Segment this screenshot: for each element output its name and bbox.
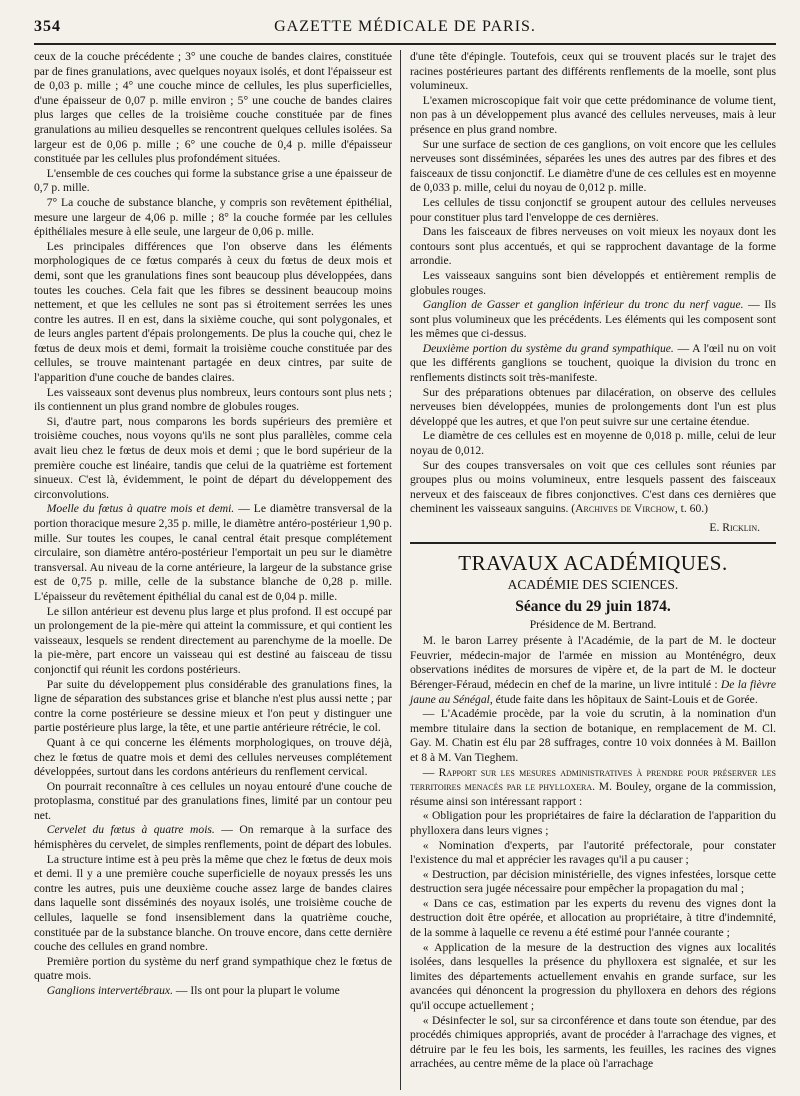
column-divider xyxy=(400,50,401,1090)
paragraph xyxy=(410,766,776,810)
subheading: Ganglion de Gasser et ganglion inférieur du tronc du nerf vague. xyxy=(422,298,744,312)
book-title: De la fièvre jaune au Sénégal xyxy=(410,677,776,706)
paragraph xyxy=(34,502,392,604)
paragraph xyxy=(410,634,776,707)
paragraph-text: M. le baron Larrey présente à l'Académie, de la part de M. le docteur Feuvrier, médecin-major de l'armée en mission au Monténégro, deux observations inédites de morsures de vipère et, de la part de M. le docteur Bérenger-Féraud, médecin en chef de la marine, un livre intitulé : xyxy=(410,634,776,691)
right-column xyxy=(410,50,776,1072)
paragraph: Première portion du système du nerf grand sympathique chez le fœtus de quatre mois. xyxy=(34,954,392,983)
paragraph: Dans les faisceaux de fibres nerveuses on voit mieux les noyaux dont les contours sont plus accentués, et qui se rapprochent davantage de la forme arrondie. xyxy=(410,225,776,268)
seance-heading: Séance du 29 juin 1874. xyxy=(515,597,671,615)
list-item: « Destruction, par décision ministérielle, des vignes infestées, lorsque cette destruction sera jugée nécessaire pour empêcher la propagation du mal ; xyxy=(410,867,776,896)
list-item: « Nomination d'experts, par l'autorité préfectorale, pour constater l'existence du mal et apprécier les ravages qu'il a pu causer ; xyxy=(410,838,776,867)
paragraph xyxy=(410,459,776,517)
list-item: « Dans ce cas, estimation par les experts du revenu des vignes dont la destruction doit être opérée, et allocation au propriétaire, à titre d'indemnité, de la somme à laquelle ce revenu a été estimé pour l'année courante ; xyxy=(410,896,776,940)
section-rule xyxy=(410,542,776,544)
paragraph: Les principales différences que l'on observe dans les éléments morphologiques de ce fœtus comparés à ceux du fœtus de deux mois et demi, sont que les granulations fines sont beaucoup plus développées, dans toutes les couches. Cela fait que les fibres se dessinent beaucoup moins nettement, et que les cellules ne sont pas si étroitement serrées les unes contre les autres. Il en est, dans la sixième couche, qui sont polygonales, et de leurs angles partent d'épais prolongements. De plus la couche qui, chez le fœtus de deux mois et demi, formait la troisième couche constituée par des cellules, se trouve maintenant partagée en deux cintres, par suite de l'apparition d'une couche de bandes claires. xyxy=(34,239,392,385)
paragraph: Les vaisseaux sanguins sont bien développés et entièrement remplis de globules rouges. xyxy=(410,268,776,297)
subheading: Deuxième portion du système du grand sympathique. xyxy=(422,341,674,355)
paragraph xyxy=(410,298,776,342)
paragraph: Sur une surface de section de ces ganglions, on voit encore que les cellules nerveuses sont disséminées, séparées les unes des autres par des fibres et des faisceaux de tissu conjonctif. Le diamètre d'une de ces cellules est en moyenne de 0,033 p. mille, celui du noyau de 0,012 p. mille. xyxy=(410,137,776,195)
paragraph xyxy=(410,342,776,386)
paragraph-text: — Le diamètre transversal de la portion thoracique mesure 2,35 p. mille, le diamètre antéro-postérieur 1,90 p. mille. Sur toutes les coupes, le canal central était presque complétement circulaire, son diamètre antéro-postérieur l'emportait un peu sur le diamètre transversal. Au niveau de la corne antérieure, la largeur de la substance grise est de 0,75 p. mille, celle de la substance blanche de 0,28 p. mille. L'épaisseur du revêtement épithélial du canal est de 0,04 p. mille. xyxy=(34,502,392,603)
header-rule xyxy=(34,43,776,45)
paragraph: 7° La couche de substance blanche, y compris son revêtement épithélial, mesure une largeur de 4,06 p. mille ; 8° la couche formée par les cellules épithéliales mesure à elle seule, une largeur de 0,06 p. mille. xyxy=(34,195,392,239)
academy-heading: ACADÉMIE DES SCIENCES. xyxy=(507,576,679,592)
paragraph: Le diamètre de ces cellules est en moyenne de 0,018 p. mille, celui de leur noyau de 0,012. xyxy=(410,429,776,458)
paragraph: Quant à ce qui concerne les éléments morphologiques, on trouve déjà, chez le fœtus de quatre mois et demi des cellules nerveuses complétement développées, surtout dans les cordons antérieurs du renflement cervical. xyxy=(34,735,392,779)
paragraph-text: — A l'œil nu on voit que les différents ganglions se touchent, quoique la division du tronc en renflements distincts soit très-manifeste. xyxy=(410,341,776,385)
paragraph-text: — Ils ont pour la plupart le volume xyxy=(172,984,340,997)
paragraph: L'ensemble de ces couches qui forme la substance grise a une épaisseur de 0,7 p. mille. xyxy=(34,166,393,195)
subheading: Ganglions intervertébraux. xyxy=(46,984,173,997)
paragraph: — L'Académie procède, par la voie du scrutin, à la nomination d'un membre titulaire dans la section de botanique, en remplacement de M. Cl. Gay. M. Chatin est élu par 28 suffrages, contre 10 voix données à M. Baillon et 8 à M. Van Tieghem. xyxy=(410,707,776,764)
list-item: « Application de la mesure de la destruction des vignes aux localités isolées, dans lesquelles la présence du phylloxera est signalée, et sur les limites des départements actuellement envahis en grande surface, sur les avancées qui dénoncent la progression du phylloxera en dehors des régions qu'il occupe actuellement ; xyxy=(410,940,776,1013)
subheading: Moelle du fœtus à quatre mois et demi. xyxy=(46,502,235,516)
report-heading: — Rapport sur les mesures administratives à prendre pour préserver les territoires menacés par le phylloxera. xyxy=(410,765,776,794)
paragraph xyxy=(34,823,392,852)
paragraph: Les cellules de tissu conjonctif se groupent autour des cellules nerveuses pour constituer plus tard l'enveloppe de ces dernières. xyxy=(410,195,776,224)
paragraph: Le sillon antérieur est devenu plus large et plus profond. Il est occupé par un prolongement de la pie-mère qui atteint la commissure, et qui contient les vaisseaux, lesquels se rendent directement au parenchyme de la moelle. De la pie-mère, part encore un vaisseau qui est destiné au faisceau de tissu conjonctif qui réunit les cordons postérieurs. xyxy=(34,604,392,676)
paragraph: Si, d'autre part, nous comparons les bords supérieurs des première et troisième couches, nous voyons qu'ils ne sont plus parallèles, comme cela avait lieu chez le fœtus de deux mois et demi ; que le bord supérieur de la première couche est linéaire, tandis que celui de la quatrième est fortement sinueux. C'est là, évidemment, le point de départ du développement des circonvolutions. xyxy=(34,414,392,501)
paragraph-text: , étude faite dans les hôpitaux de Saint-Louis et de Gorée. xyxy=(489,692,758,706)
paragraph: Par suite du développement plus considérable des granulations fines, la ligne de séparation des substances grise et blanche n'est plus aussi nette ; par contre la corne postérieure se dessine mieux et l'on peut y distinguer une partie postérieure plus large, la tête, et une partie antérieure rétrécie, le col. xyxy=(34,677,392,735)
subheading: Cervelet du fœtus à quatre mois. xyxy=(46,823,215,837)
paragraph-text: — On remarque à la surface des hémisphères du cervelet, de simples renflements, point de départ des lobules. xyxy=(34,823,392,852)
paragraph: La structure intime est à peu près la même que chez le fœtus de deux mois et demi. Il y a une première couche superficielle de noyaux pressés les uns contre les autres, puis une deuxième couche assez large de bandes claires dans laquelle sont disséminés des noyaux isolés, une troisième couche de cellules, laquelle se fond insensiblement dans la quatrième couche, constituée par de la substance blanche. On trouve encore, dans cette dernière couche des cellules en grand nombre. xyxy=(34,852,392,954)
paragraph: d'une tête d'épingle. Toutefois, ceux qui se trouvent placés sur le trajet des racines postérieures partant des différents renflements de la moelle, sont plus volumineux. xyxy=(410,50,776,93)
paragraph: L'examen microscopique fait voir que cette prédominance de volume tient, non pas à un développement plus avancé des cellules nerveuses, mais à leur présence en plus grand nombre. xyxy=(410,93,776,136)
page-header xyxy=(34,18,776,40)
left-column xyxy=(34,50,392,999)
paragraph: Les vaisseaux sont devenus plus nombreux, leurs contours sont plus nets ; ils contiennent un plus grand nombre de globules rouges. xyxy=(34,385,392,414)
paragraph: ceux de la couche précédente ; 3° une couche de bandes claires, constituée par de fines granulations, avec quelques noyaux isolés, et dont l'épaisseur est de 0,03 p. mille ; 4° une couche mince de cellules, les plus superficielles, d'une épaisseur de 0,07 p. mille environ ; 5° une couche de bandes claires plus larges que celles de la troisième couche constituée par de fines granulations au milieu desquelles se rencontrent quelques cellules isolées. Sa largeur est de 0,06 p. mille ; 6° une couche de 0,4 p. mille d'épaisseur constituée par les cellules plus profondément situées. xyxy=(34,50,392,166)
paragraph-text: Sur des coupes transversales on voit que ces cellules sont réunies par groupes plus ou moins volumineux, entre lesquels passent des faisceaux nerveux et des faisceaux de fibres conjonctives. C'est dans ces dernières que cheminent les vaisseaux sanguins. ( xyxy=(410,458,776,516)
paragraph-text: , t. 60.) xyxy=(674,502,709,516)
paragraph-text: M. Bouley, organe de la commission, résume ainsi son intéressant rapport : xyxy=(410,780,776,808)
author-signature: E. Ricklin. xyxy=(709,521,760,534)
list-item: « Désinfecter le sol, sur sa circonférence et dans toute son étendue, par des procédés chimiques appropriés, avant de procéder à l'arrachage des vignes, et détruire par le feu les bois, les sarments, les feuilles, les racines des vignes arrachées, au centre même de la place où l'arrachage xyxy=(410,1013,776,1071)
source-citation: Archives de Virchow xyxy=(575,502,675,516)
list-item: « Obligation pour les propriétaires de faire la déclaration de l'apparition du phylloxera dans leurs vignes ; xyxy=(410,809,776,837)
section-title: TRAVAUX ACADÉMIQUES. xyxy=(458,550,728,575)
paragraph: On pourrait reconnaître à ces cellules un noyau entouré d'une couche de protoplasma, constitué par des granulations fines, limité par un contour peu net. xyxy=(34,779,392,822)
journal-title: GAZETTE MÉDICALE DE PARIS. xyxy=(274,18,536,35)
paragraph: Sur des préparations obtenues par dilacération, on observe des cellules nerveuses bien développées, munies de prolongements dont l'un est plus développé que les autres, et que l'on peut suivre sur une certaine étendue. xyxy=(410,385,776,428)
paragraph-text: — Ils sont plus volumineux que les précédents. Les éléments qui les composent sont les mêmes que ci-dessus. xyxy=(410,298,777,341)
presidence-line: Présidence de M. Bertrand. xyxy=(529,617,657,631)
page-number: 354 xyxy=(34,18,61,35)
paragraph xyxy=(34,984,392,999)
